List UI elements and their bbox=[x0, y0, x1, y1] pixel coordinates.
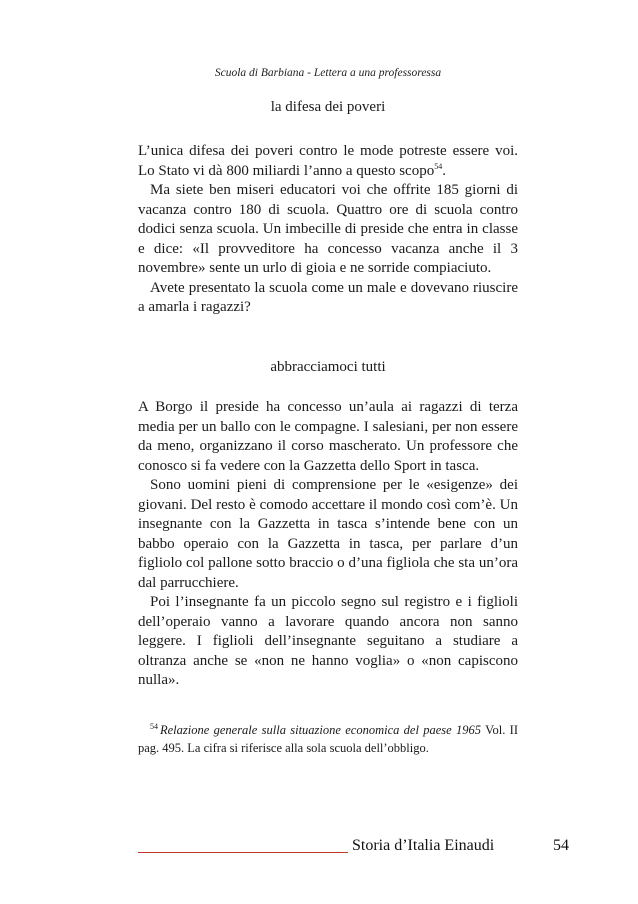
section-body-abbracciamoci bbox=[138, 398, 518, 691]
paragraph: Sono uomini pieni di comprensione per le «esigenze» dei giovani. Del resto è comodo accettare il mondo così com’è. Un insegnante con la Gazzetta in tasca s’intende bene con un babbo operaio con la Gazzetta in tasca, per parlare d’un figliolo col pallone sotto braccio o d’una figliola che sta un’ora dal parrucchiere. bbox=[138, 477, 518, 591]
footnote-title: Relazione generale sulla situazione economica del paese 1965 bbox=[160, 723, 482, 737]
footnote bbox=[138, 722, 518, 757]
paragraph: A Borgo il preside ha concesso un’aula ai ragazzi di terza media per un ballo con le compagne. I salesiani, per non essere da meno, organizzano il corso mascherato. Un professore che conosco si fa vedere con la Gazzetta dello Sport in tasca. bbox=[138, 399, 518, 474]
section-body-difesa bbox=[138, 142, 518, 318]
paragraph: Ma siete ben miseri educatori voi che offrite 185 giorni di vacanza contro 180 di scuola. Quattro ore di scuola contro dodici senza scuola. Un imbecille di preside che entra in classe e dice: «Il provveditore ha concesso vacanza anche il 3 novembre» sente un urlo di gioia e ne sorride compiaciuto. bbox=[138, 182, 518, 276]
page-number: 54 bbox=[553, 837, 569, 854]
section-title-difesa: la difesa dei poveri bbox=[270, 99, 386, 115]
running-head: Scuola di Barbiana - Lettera a una professoressa bbox=[214, 67, 442, 79]
paragraph: L’unica difesa dei poveri contro le mode potreste essere voi. Lo Stato vi dà 800 miliardi l’anno a questo scopo$^{54}$. bbox=[138, 143, 518, 179]
paragraph: Avete presentato la scuola come un male e dovevano riuscire a amarla i ragazzi? bbox=[138, 279, 518, 315]
section-title-abbracciamoci: abbracciamoci tutti bbox=[270, 359, 386, 375]
footer-rule bbox=[138, 852, 348, 853]
footnote-mark: 54 bbox=[150, 721, 158, 731]
footer-brand: Storia d’Italia Einaudi bbox=[352, 837, 495, 854]
footnote-reference[interactable]: 54 bbox=[434, 161, 443, 171]
footnote-text: Vol. II pag. 495. La cifra si riferisce alla sola scuola dell’obbligo. bbox=[138, 723, 518, 755]
paragraph: Poi l’insegnante fa un piccolo segno sul registro e i figlioli dell’operaio vanno a lavorare quando ancora non sanno leggere. I figlioli dell’insegnante seguitano a studiare a oltranza anche se «non ne hanno voglia» o «non capiscono nulla». bbox=[138, 594, 518, 688]
